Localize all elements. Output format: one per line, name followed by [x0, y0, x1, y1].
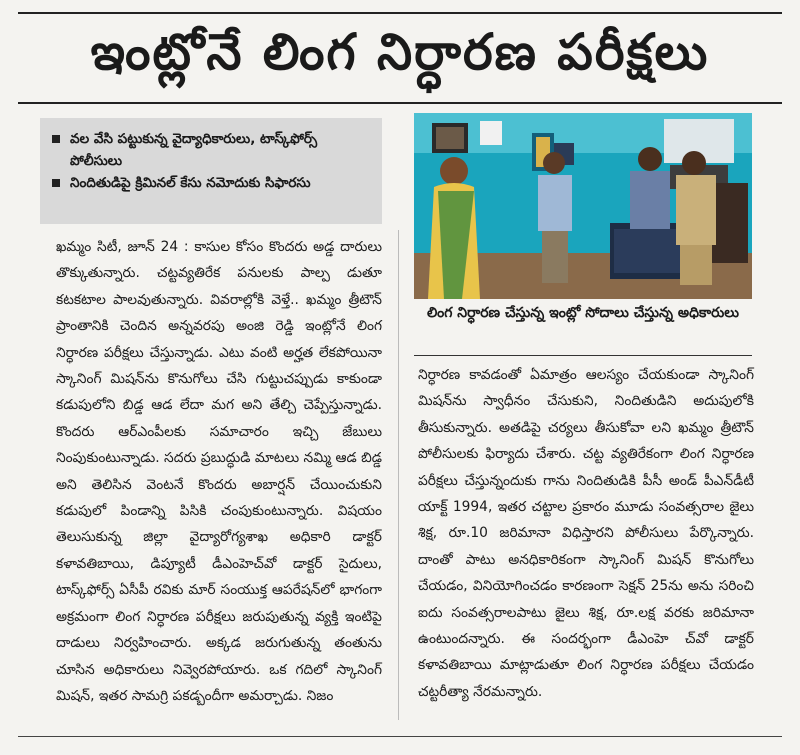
caption-rule: [414, 355, 752, 356]
news-photo: [414, 113, 752, 299]
headline-rule: [18, 102, 782, 104]
highlight-text: వల వేసి పట్టుకున్న వైద్యాధికారులు, టాస్క్‌ఫోర్స్ పోలీసులు: [70, 131, 318, 169]
highlight-item: [52, 172, 370, 194]
highlights-box: [40, 118, 382, 224]
article-column-right: [418, 362, 754, 705]
top-rule: [18, 12, 782, 14]
headline: ఇంట్లోనే లింగ నిర్ధారణ పరీక్షలు: [90, 22, 710, 81]
photo-caption: లింగ నిర్ధారణ చేస్తున్న ఇంట్లో సోదాలు చేస్తున్న అధికారులు: [426, 305, 740, 321]
article-text-left: ఖమ్మం సిటీ, జూన్ 24 : కాసుల కోసం కొందరు అడ్డ దారులు తొక్కుతున్నారు. చట్టవ్యతిరేక పనులకు పాల్ప డుతూ కటకటాల పాలవుతున్నారు. వివరాల్లోకి వెళ్తే.. ఖమ్మం త్రీటౌన్ ప్రాంతానికి చెందిన అన్నవరపు అంజి రెడ్డి ఇంట్లోనే లింగ నిర్ధారణ పరీక్షలు చేస్తున్నాడు. ఎటు వంటి అర్హత లేకపోయినా స్కానింగ్ మిషన్‌ను కొనుగోలు చేసి గుట్టుచప్పుడు కాకుండా కడుపులోని బిడ్డ ఆడ లేదా మగ అని తేల్చి చెప్పేస్తున్నాడు. కొందరు ఆర్ఎంపీలకు సమాచారం ఇచ్చి జేబులు నింపుకుంటున్నాడు. సదరు ప్రబుద్ధుడి మాటలు నమ్మి ఆడ బిడ్డ అని తెలిసిన వెంటనే కొందరు అబార్షన్ చేయించుకుని కడుపులో పిండాన్ని పిసికి చంపుకుంటున్నారు. విషయం తెలుసుకున్న జిల్లా వైద్యారోగ్యశాఖ అధికారి డాక్టర్ కళావతిబాయి, డిప్యూటీ డీఎంహెచ్‌వో డాక్టర్ సైదులు, టాస్క్‌ఫోర్స్ ఏసీపీ రవికు మార్ సంయుక్త ఆపరేషన్‌లో భాగంగా అక్రమంగా లింగ నిర్ధారణ పరీక్షలు జరుపుతున్న వ్యక్తి ఇంటిపై దాడులు నిర్వహించారు. అక్కడ జరుగుతున్న తంతును చూసిన అధికారులు నివ్వెరపోయారు. ఒక గదిలో స్కానింగ్ మిషన్, ఇతర సామగ్రి పకడ్బందీగా అమర్చాడు. నిజం: [56, 239, 382, 704]
bottom-rule: [18, 736, 782, 737]
square-bullet-icon: [52, 135, 60, 143]
raid-scene-photo: [414, 113, 752, 299]
column-divider: [398, 230, 399, 720]
article-text-right: నిర్ధారణ కావడంతో ఏమాత్రం ఆలస్యం చేయకుండా స్కానింగ్ మిషన్‌ను స్వాధీనం చేసుకుని, నిందితుడిని అదుపులోకి తీసుకున్నారు. అతడిపై చర్యలు తీసుకోవా లని ఖమ్మం త్రీటౌన్ పోలీసులకు ఫిర్యాదు చేశారు. చట్ట వ్యతిరేకంగా లింగ నిర్ధారణ పరీక్షలు చేస్తున్నందుకు గాను నిందితుడికి పీసీ అండ్ పీఎన్‌డీటీ యాక్ట్ 1994, ఇతర చట్టాల ప్రకారం మూడు సంవత్సరాల జైలు శిక్ష, రూ.10 జరిమానా విధిస్తారని పోలీసులు పేర్కొన్నారు. దాంతో పాటు అనధికారికంగా స్కానింగ్ మిషన్ కొనుగోలు చేయడం, వినియోగించడం కారణంగా సెక్షన్ 25ను అను సరించి ఐదు సంవత్సరాలపాటు జైలు శిక్ష, రూ.లక్ష వరకు జరిమానా ఉంటుందన్నారు. ఈ సందర్భంగా డీఎంహె చ్‌వో డాక్టర్ కళావతిబాయి మాట్లాడుతూ లింగ నిర్ధారణ పరీక్షలు చేయడం చట్టరీత్యా నేరమన్నారు.: [418, 367, 754, 700]
square-bullet-icon: [52, 179, 60, 187]
article-column-left: [56, 234, 382, 709]
highlight-text: నిందితుడిపై క్రిమినల్ కేసు నమోదుకు సిఫారసు: [70, 175, 311, 191]
highlight-item: [52, 128, 370, 172]
